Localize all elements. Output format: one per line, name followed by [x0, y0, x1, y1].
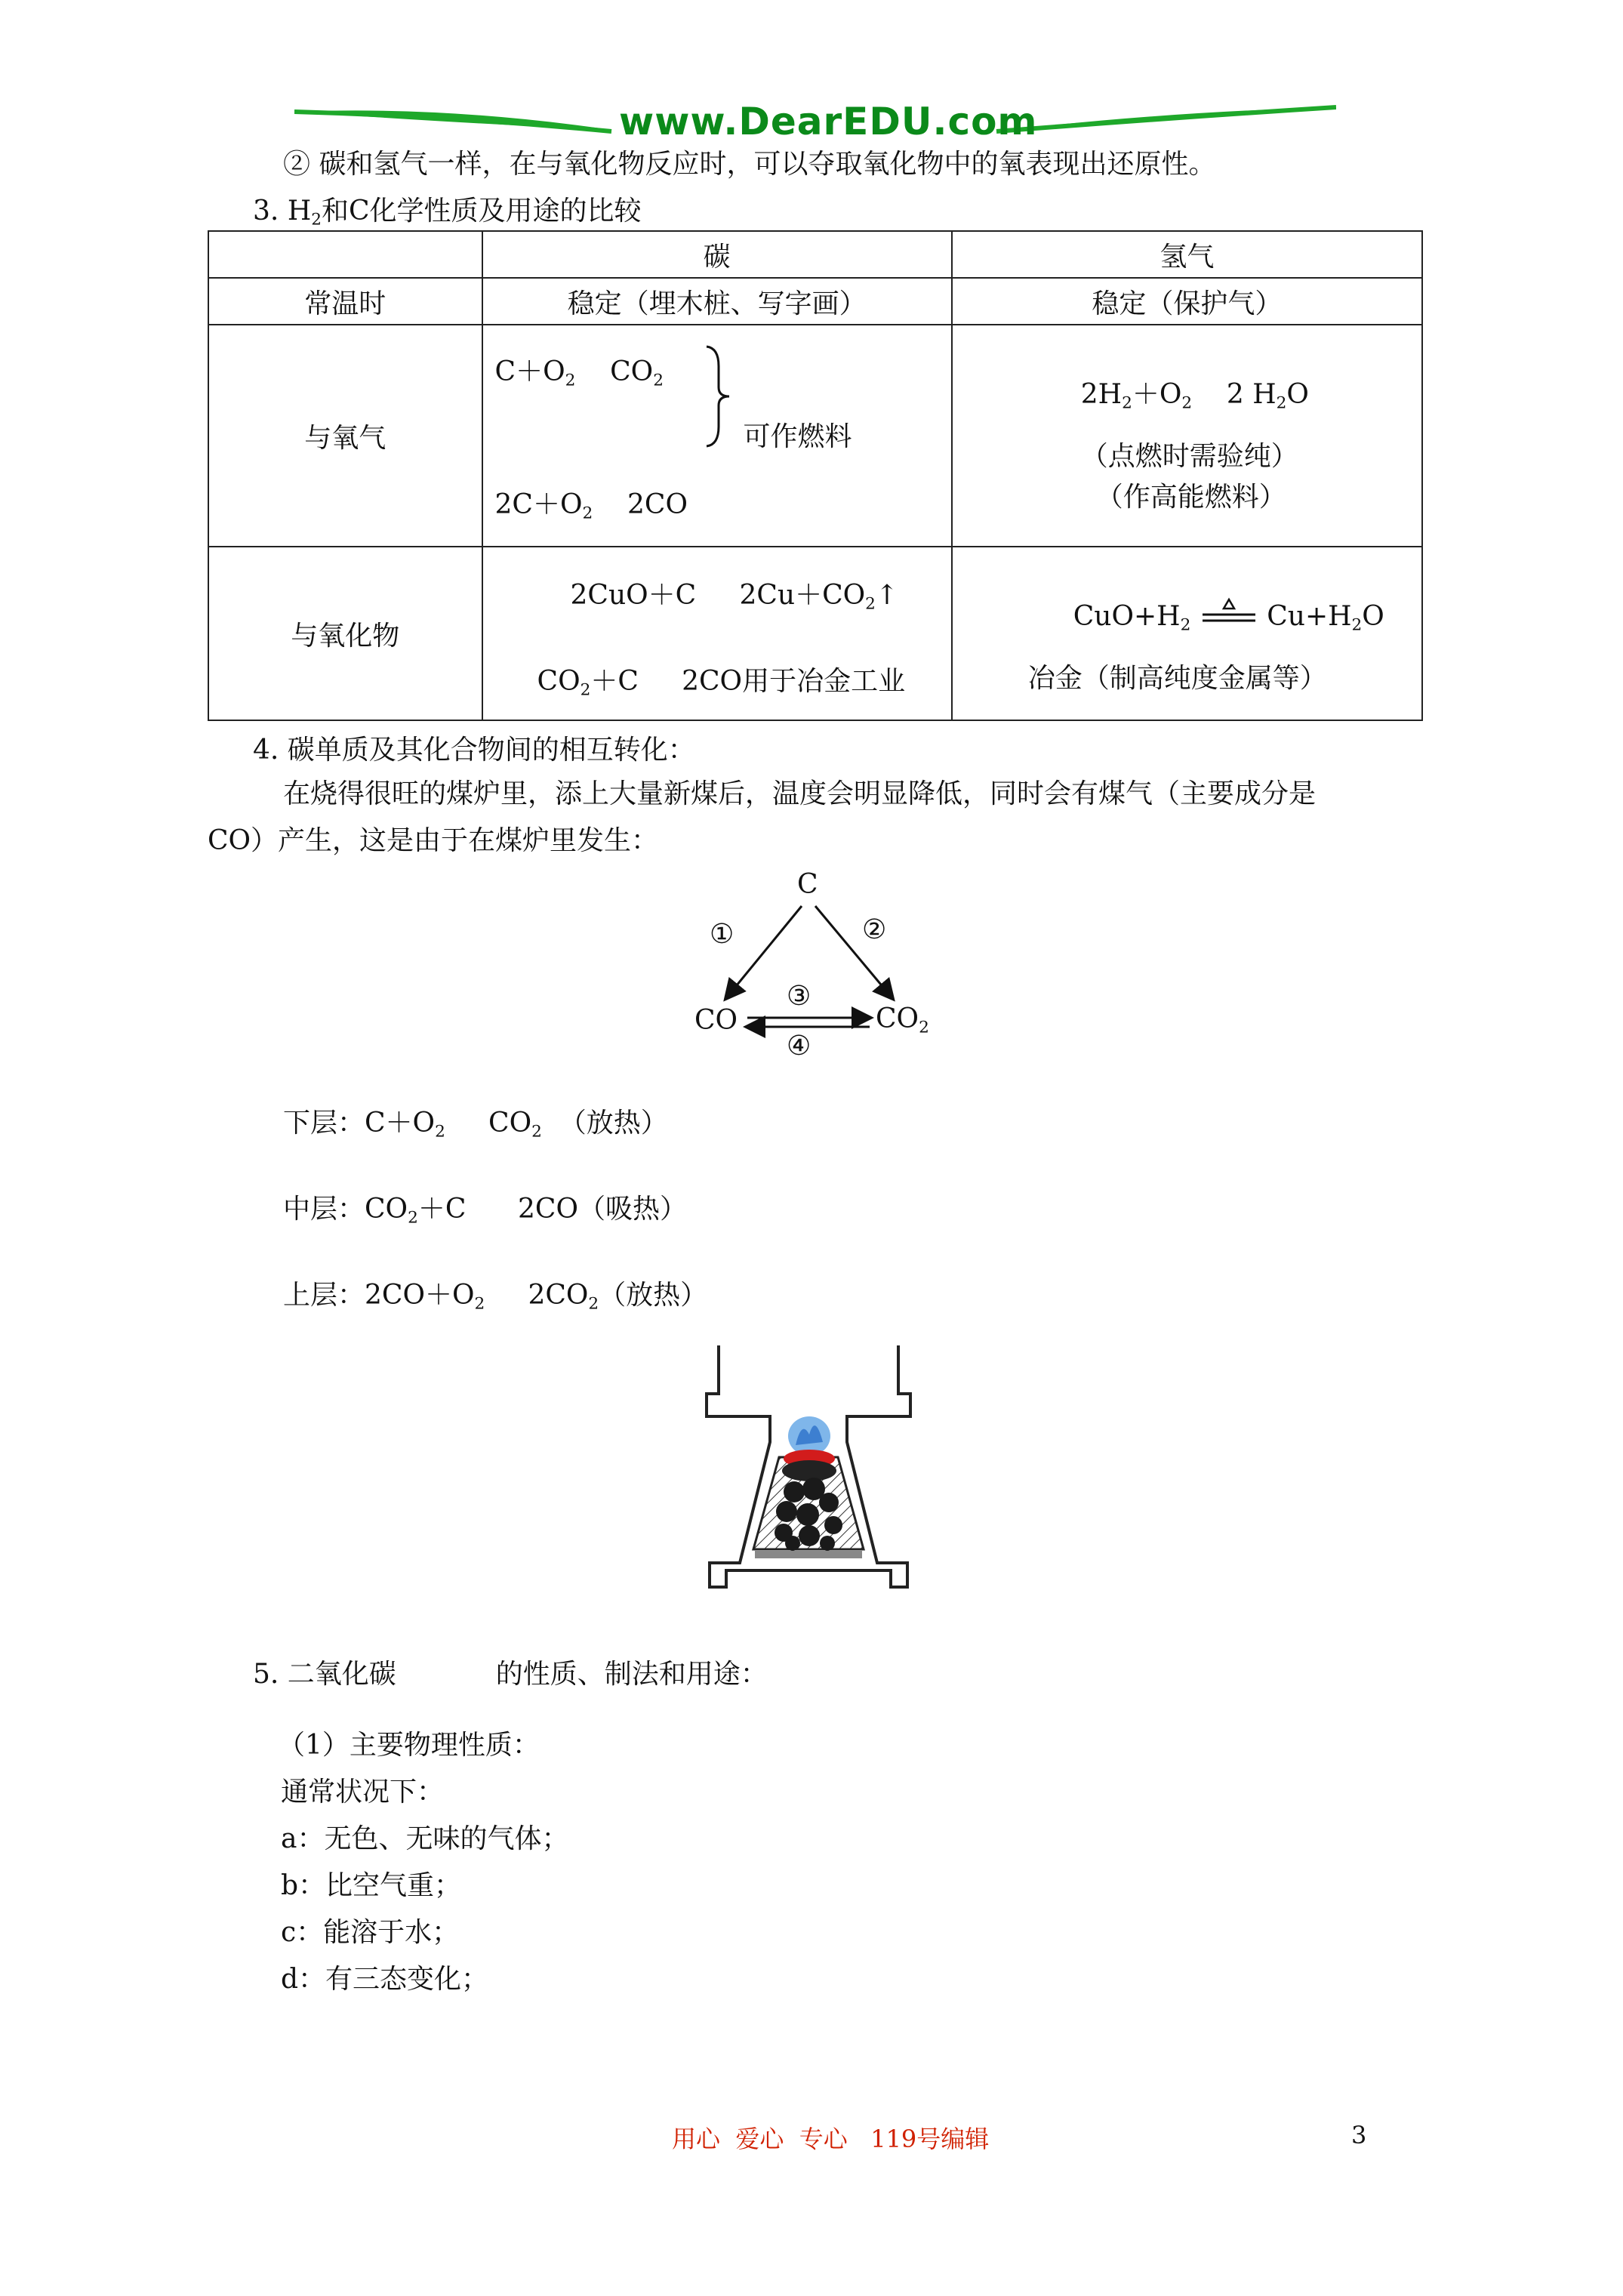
comparison-table [208, 230, 1423, 721]
row1-hydrogen: 稳定（保护气） [952, 278, 1422, 325]
layer-lower: 下层：$C+O_2$ $CO_2$ （放热） [283, 1108, 668, 1142]
diagram-num-2: ② [862, 914, 887, 945]
logo-text: www.DearEDU.com [619, 100, 1038, 143]
section4-heading: 4. 碳单质及其化合物间的相互转化： [253, 735, 695, 766]
row2-c-note: 可作燃料 [743, 421, 852, 452]
diagram-num-4: ④ [787, 1031, 812, 1062]
table-row [208, 547, 1422, 720]
heat-equals-sign [1200, 607, 1258, 630]
property-b: b：比空气重； [281, 1870, 462, 1901]
row3-hydrogen [952, 547, 1422, 720]
row3-c-eq2: $CO_2+C$ 2CO用于冶金工业 [537, 666, 906, 700]
section5-heading: 5. 二氧化碳 的性质、制法和用途： [253, 1659, 768, 1690]
row1-carbon: 稳定（埋木桩、写字画） [482, 278, 952, 325]
page-number: 3 [1351, 2121, 1367, 2150]
section4-para1: 在烧得很旺的煤炉里，添上大量新煤后，温度会明显降低，同时会有煤气（主要成分是 [283, 778, 1317, 809]
property-c: c：能溶于水； [281, 1917, 460, 1948]
row3-h-note: 冶金（制高纯度金属等） [1027, 663, 1327, 694]
stove-image [702, 1344, 913, 1590]
table-row [208, 325, 1422, 547]
row3-carbon [482, 547, 952, 720]
curly-brace [702, 344, 740, 449]
row2-hydrogen [952, 325, 1422, 547]
row2-label: 与氧气 [208, 325, 482, 547]
triangle-heat-icon [1200, 596, 1258, 630]
row2-h-note1: （点燃时需验纯） [1080, 441, 1298, 472]
row3-c-eq1: 2CuO＋C $2Cu+CO_2↑$ [570, 580, 899, 614]
table-row [208, 278, 1422, 325]
conversion-diagram [694, 868, 944, 1072]
table-corner [208, 231, 482, 278]
footer-slogan: 用心 爱心 专心 119号编辑 [672, 2125, 990, 2153]
row3-h-eq: $CuO+H_2$ $Cu+H_2O$ [1073, 600, 1384, 642]
row2-c-eq1: $C+O_2$ $CO_2$ [494, 356, 664, 390]
diagram-co: CO [694, 1005, 738, 1036]
property-d: d：有三态变化； [281, 1964, 489, 1995]
intro-line: ② 碳和氢气一样，在与氧化物反应时，可以夺取氧化物中的氧表现出还原性。 [283, 149, 1216, 180]
row2-h-note2: （作高能燃料） [1095, 482, 1286, 513]
diagram-co2: $CO_2$ [876, 1003, 929, 1037]
table-row [208, 231, 1422, 278]
diagram-c: C [797, 869, 818, 900]
row1-label: 常温时 [208, 278, 482, 325]
row2-c-eq2: $2C+O_2$ 2CO [494, 489, 688, 523]
col-hydrogen: 氢气 [952, 231, 1422, 278]
diagram-num-3: ③ [787, 981, 812, 1012]
row2-h-eq: $2H_2+O_2$ 2 $H_2O$ [1080, 379, 1309, 413]
layer-middle: 中层：$CO_2+C$ 2CO（吸热） [283, 1194, 687, 1228]
property-a: a：无色、无味的气体； [281, 1823, 569, 1854]
section3-heading: 3. $H_2$和C化学性质及用途的比较 [253, 196, 642, 230]
row2-carbon [482, 325, 952, 547]
diagram-num-1: ① [710, 919, 735, 950]
col-carbon: 碳 [482, 231, 952, 278]
header-logo [294, 97, 1336, 149]
row3-label: 与氧化物 [208, 547, 482, 720]
section4-para2: CO）产生，这是由于在煤炉里发生： [208, 825, 659, 856]
section5-sub1: （1）主要物理性质： [278, 1730, 540, 1761]
layer-upper: 上层：$2CO+O_2$ $2CO_2$（放热） [283, 1280, 708, 1314]
coal-stove-illustration [702, 1344, 913, 1590]
section5-normal: 通常状况下： [281, 1777, 445, 1808]
